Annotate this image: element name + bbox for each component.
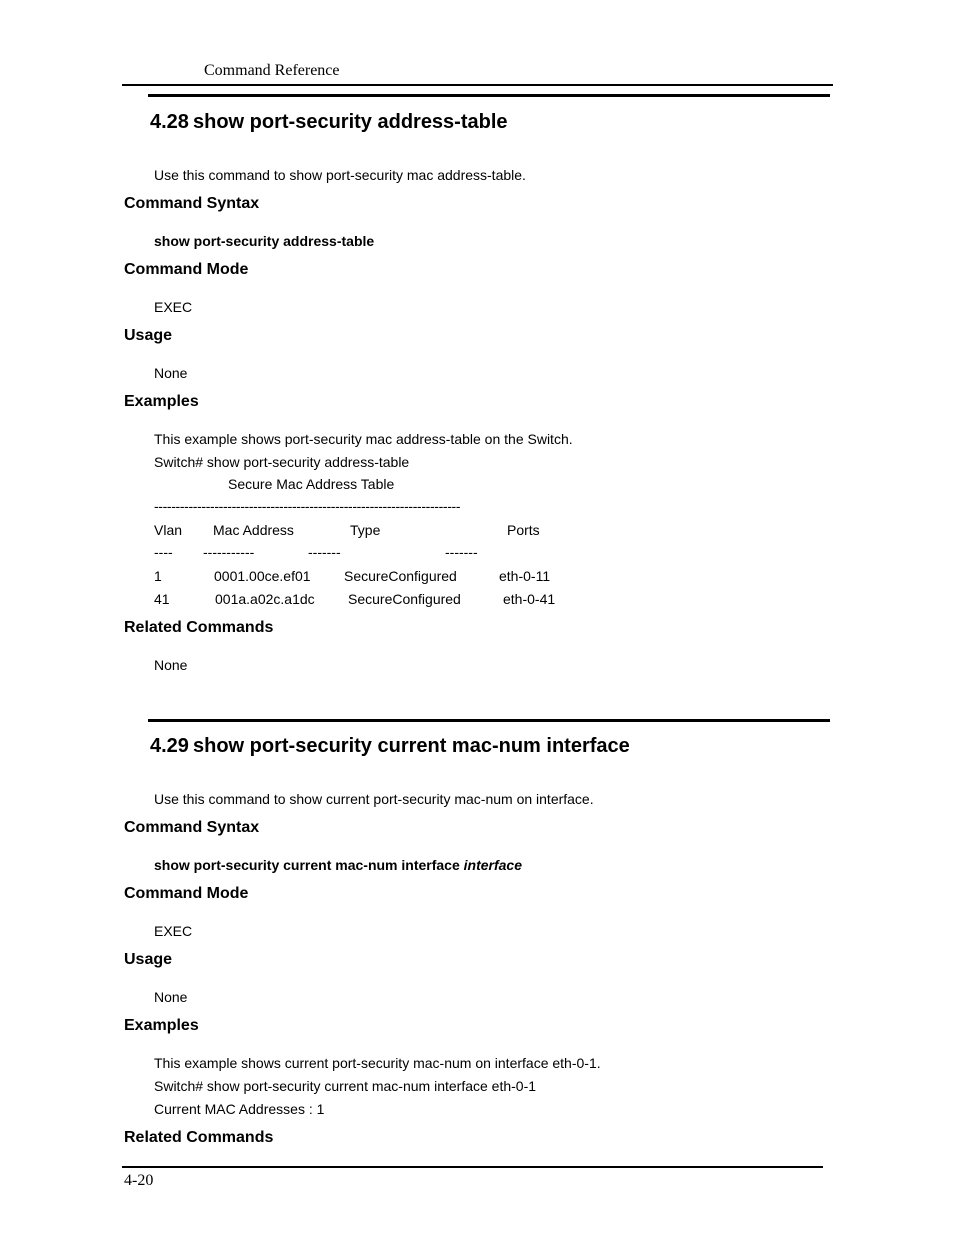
syntax-heading: Command Syntax xyxy=(124,819,260,836)
example-intro: This example shows current port-security mac-num on interface eth-0-1. xyxy=(154,1055,601,1071)
footer-rule xyxy=(122,1166,823,1168)
column-dash-mac: ----------- xyxy=(203,544,255,560)
cell-mac: 001a.a02c.a1dc xyxy=(215,591,315,607)
usage-text: None xyxy=(154,365,188,381)
mode-heading: Command Mode xyxy=(124,261,249,278)
usage-heading: Usage xyxy=(124,951,173,968)
column-header-mac: Mac Address xyxy=(213,522,294,538)
table-separator: ----------------------------------------------------------------------- xyxy=(154,498,461,514)
example-intro: This example shows port-security mac address-table on the Switch. xyxy=(154,431,573,447)
description: Use this command to show port-security mac address-table. xyxy=(154,167,526,183)
section-title-4-29: show port-security current mac-num interface xyxy=(193,735,630,757)
command-syntax xyxy=(154,857,522,873)
cell-ports: eth-0-41 xyxy=(503,591,556,607)
command-syntax: show port-security address-table xyxy=(154,233,375,249)
section-number-4-28: 4.28 xyxy=(150,111,189,133)
cell-vlan: 41 xyxy=(154,591,170,607)
section-title-4-28: show port-security address-table xyxy=(193,111,508,133)
column-dash-type: ------- xyxy=(308,544,341,560)
column-header-ports: Ports xyxy=(507,522,540,538)
cell-type: SecureConfigured xyxy=(348,591,461,607)
examples-heading: Examples xyxy=(124,1017,199,1034)
command-mode: EXEC xyxy=(154,923,193,939)
table-title: Secure Mac Address Table xyxy=(228,476,395,492)
cell-type: SecureConfigured xyxy=(344,568,457,584)
related-heading: Related Commands xyxy=(124,619,274,636)
page-number: 4-20 xyxy=(124,1172,154,1189)
column-dash-ports: ------- xyxy=(445,544,478,560)
syntax-heading: Command Syntax xyxy=(124,195,260,212)
cell-ports: eth-0-11 xyxy=(499,568,551,584)
command-mode: EXEC xyxy=(154,299,193,315)
example-command: Switch# show port-security address-table xyxy=(154,454,410,470)
usage-heading: Usage xyxy=(124,327,173,344)
related-heading: Related Commands xyxy=(124,1129,274,1146)
mode-heading: Command Mode xyxy=(124,885,249,902)
column-dash-vlan: ---- xyxy=(154,544,173,560)
section-rule-4-29 xyxy=(148,719,830,722)
section-rule-4-28 xyxy=(148,94,830,97)
command-syntax-param: interface xyxy=(463,857,522,873)
example-output: Current MAC Addresses : 1 xyxy=(154,1101,325,1117)
section-number-4-29: 4.29 xyxy=(150,735,189,757)
column-header-vlan: Vlan xyxy=(154,522,183,538)
column-header-type: Type xyxy=(350,522,381,538)
cell-mac: 0001.00ce.ef01 xyxy=(214,568,311,584)
examples-heading: Examples xyxy=(124,393,199,410)
usage-text: None xyxy=(154,989,188,1005)
description: Use this command to show current port-security mac-num on interface. xyxy=(154,791,594,807)
running-header: Command Reference xyxy=(204,62,340,79)
header-rule xyxy=(122,84,833,86)
related-text: None xyxy=(154,657,188,673)
cell-vlan: 1 xyxy=(154,568,162,584)
example-command: Switch# show port-security current mac-num interface eth-0-1 xyxy=(154,1078,537,1094)
command-syntax-text: show port-security current mac-num interface xyxy=(154,857,464,873)
